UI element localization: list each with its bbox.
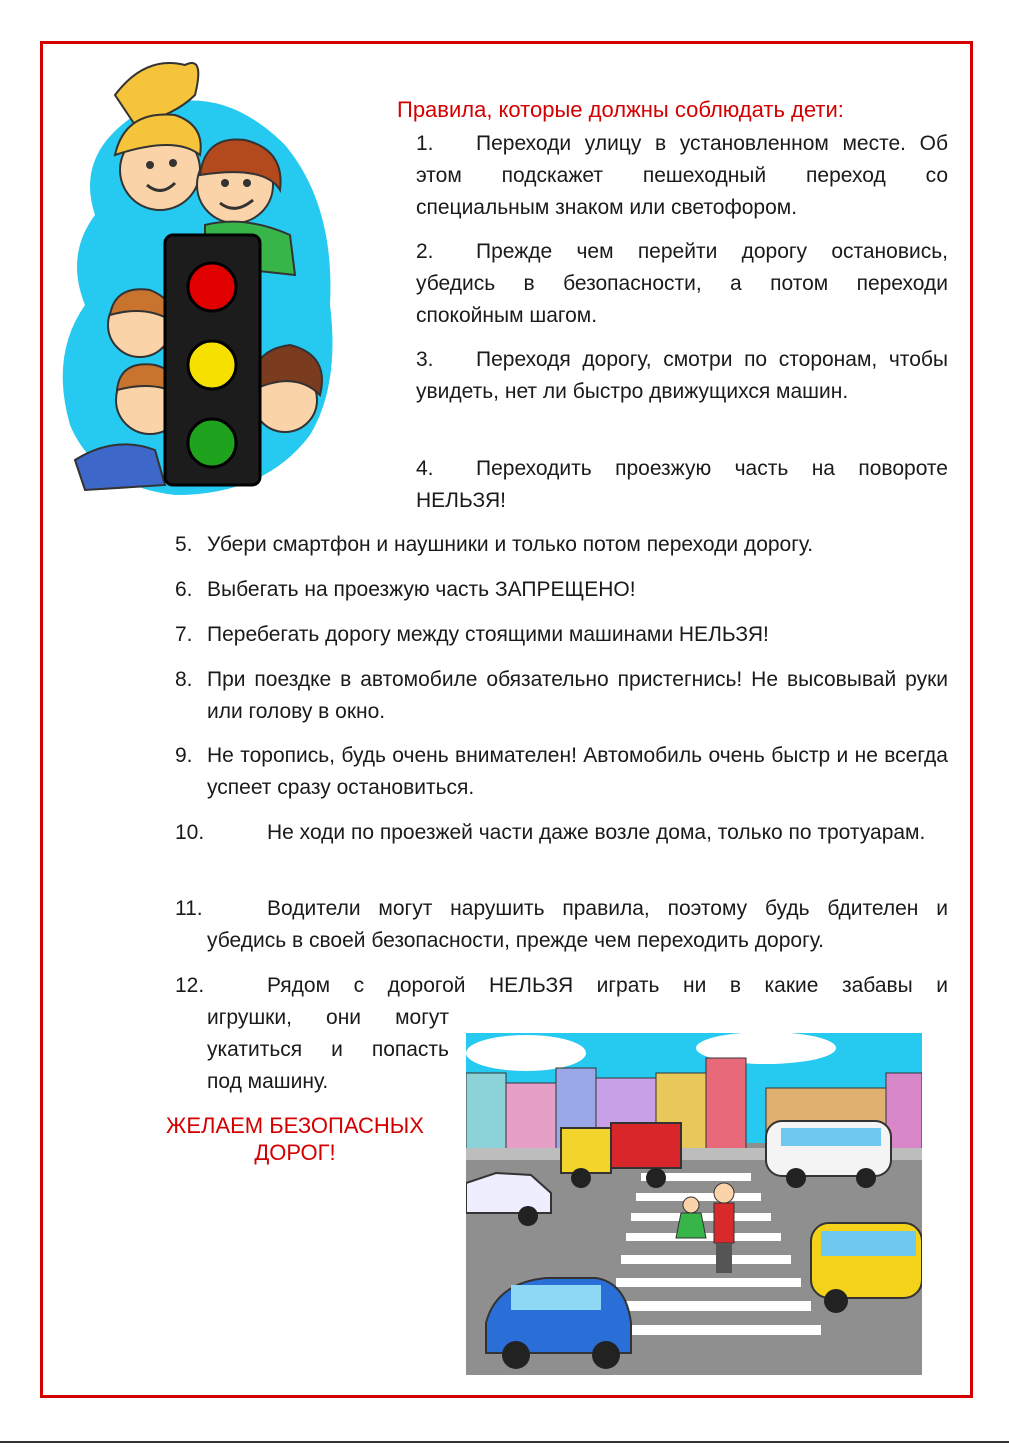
rule-11 [175, 893, 948, 957]
rule-5 [175, 529, 948, 561]
rule-8 [175, 664, 948, 728]
rule-number: 11. [175, 897, 203, 920]
rule-text: Убери смартфон и наушники и только потом переходи дорогу. [207, 533, 814, 556]
closing-wish [150, 1112, 440, 1166]
rule-number: 9. [175, 744, 193, 767]
bottom-divider [0, 1441, 1009, 1443]
rule-12-continued [207, 1034, 449, 1066]
rule-2 [416, 236, 948, 332]
rule-number: 8. [175, 668, 193, 691]
rule-text: игрушки, они могут [207, 1006, 449, 1029]
page-title: Правила, которые должны соблюдать дети: [397, 97, 844, 122]
rule-7 [175, 619, 948, 651]
rule-text: укатиться и попасть [207, 1038, 449, 1061]
rule-number: 12. [175, 974, 205, 997]
rule-text: Прежде чем перейти дорогу остановись, убедись в безопасности, а потом переходи спокойным шагом. [416, 240, 948, 327]
rule-text: Перебегать дорогу между стоящими машинами НЕЛЬЗЯ! [207, 623, 769, 646]
rule-text: Переходить проезжую часть на повороте НЕЛЬЗЯ! [416, 457, 948, 512]
rule-6 [175, 574, 948, 606]
rule-number: 3. [416, 348, 434, 371]
rule-3 [416, 344, 948, 408]
closing-line-2: ДОРОГ! [254, 1140, 336, 1165]
rule-number: 10. [175, 821, 205, 844]
rule-10 [175, 817, 948, 849]
rule-text: Водители могут нарушить правила, поэтому будь бдителен и убедись в своей безопасности, прежде чем переходить дорогу. [207, 897, 948, 952]
rule-1 [416, 128, 948, 224]
rule-4 [416, 453, 948, 517]
rule-number: 5. [175, 533, 193, 556]
rule-12-continued [207, 1002, 449, 1034]
rule-text: При поездке в автомобиле обязательно пристегнись! Не высовывай руки или голову в окно. [207, 668, 948, 723]
rule-text: Переходя дорогу, смотри по сторонам, чтобы увидеть, нет ли быстро движущихся машин. [416, 348, 948, 403]
rule-text: Выбегать на проезжую часть ЗАПРЕЩЕНО! [207, 578, 636, 601]
rule-number: 4. [416, 457, 434, 480]
rule-text: под машину. [207, 1070, 329, 1093]
kids-traffic-light-illustration [55, 55, 355, 505]
rule-number: 2. [416, 240, 434, 263]
rule-9 [175, 740, 948, 804]
rule-number: 6. [175, 578, 193, 601]
rule-text: Переходи улицу в установленном месте. Об этом подскажет пешеходный переход со специальным знаком или светофором. [416, 132, 948, 219]
rule-number: 1. [416, 132, 434, 155]
rule-12-continued [207, 1066, 449, 1098]
street-crossing-illustration [466, 1033, 922, 1375]
rule-number: 7. [175, 623, 193, 646]
rule-text: Не торопись, будь очень внимателен! Автомобиль очень быстр и не всегда успеет сразу остановиться. [207, 744, 948, 799]
rule-text: Не ходи по проезжей части даже возле дома, только по тротуарам. [267, 821, 926, 844]
rule-text: Рядом с дорогой НЕЛЬЗЯ играть ни в какие забавы и [267, 974, 948, 997]
closing-line-1: ЖЕЛАЕМ БЕЗОПАСНЫХ [166, 1113, 424, 1138]
rule-12 [175, 970, 948, 1002]
